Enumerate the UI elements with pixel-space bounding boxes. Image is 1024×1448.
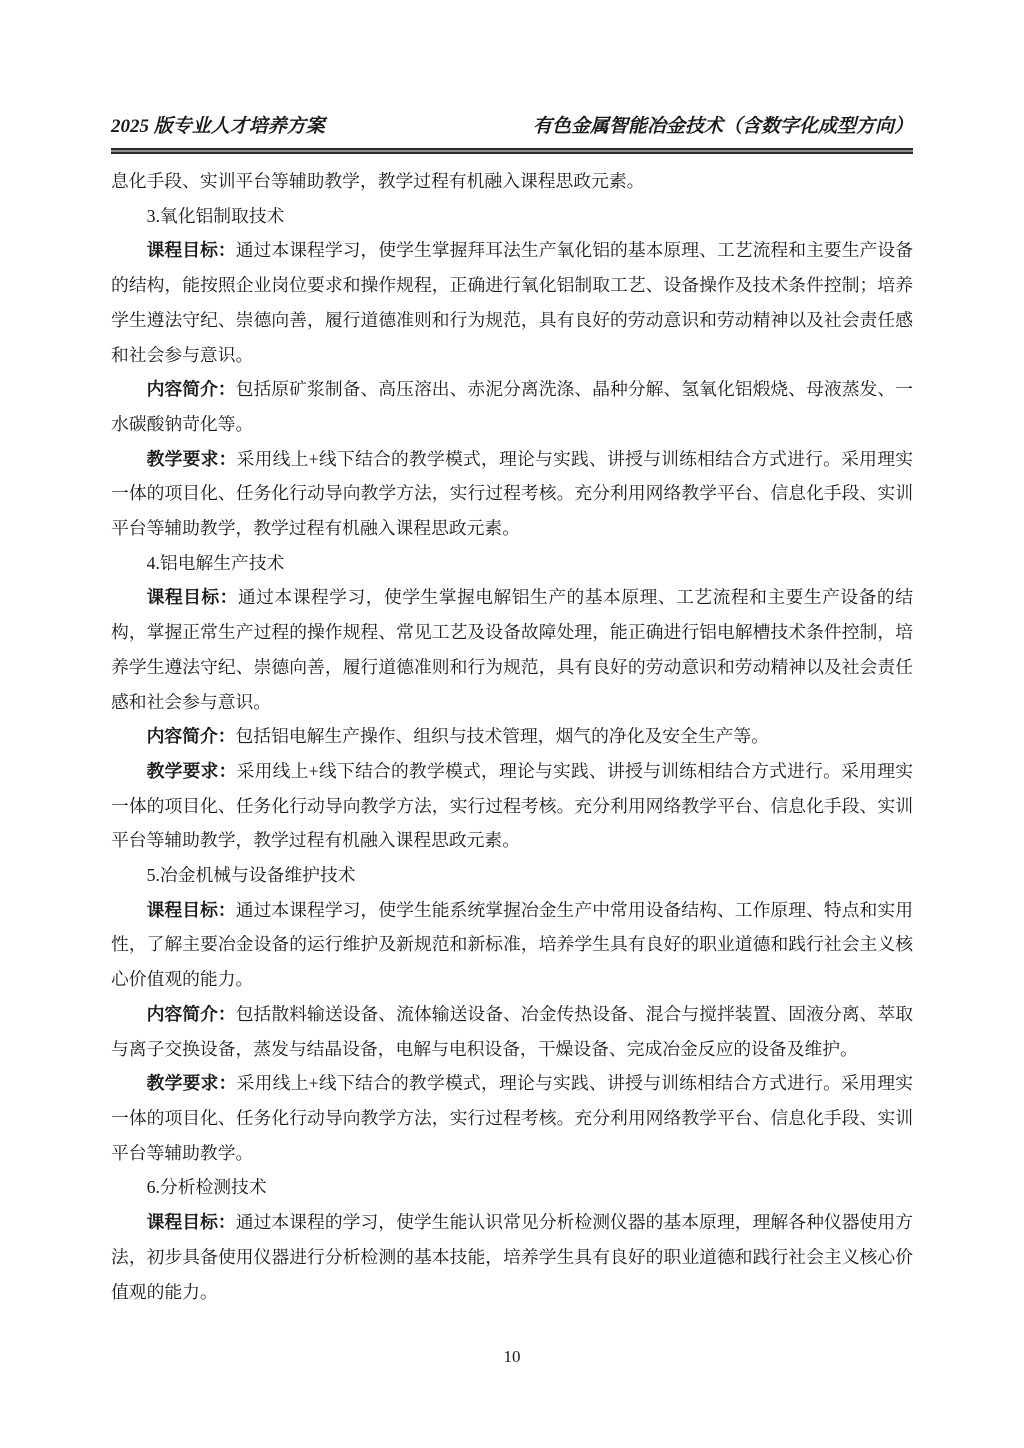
- paragraph-continuation: [111, 164, 913, 199]
- paragraph-label: 教学要求：: [146, 1073, 237, 1094]
- paragraph-teaching-requirements: [111, 754, 913, 858]
- paragraph-text: 通过本课程学习，使学生掌握拜耳法生产氧化铝的基本原理、工艺流程和主要生产设备的结构，能按照企业岗位要求和操作规程，正确进行氧化铝制取工艺、设备操作及技术条件控制；培养学生遵法守纪、崇德向善，履行道德准则和行为规范，具有良好的劳动意识和劳动精神以及社会责任感和社会参与意识。: [111, 240, 913, 365]
- paragraph-text: 采用线上+线下结合的教学模式，理论与实践、讲授与训练相结合方式进行。采用理实一体的项目化、任务化行动导向教学方法，实行过程考核。充分利用网络教学平台、信息化手段、实训平台等辅助教学，教学过程有机融入课程思政元素。: [111, 760, 913, 851]
- paragraph-content-summary: [111, 997, 913, 1066]
- paragraph-teaching-requirements: [111, 442, 913, 546]
- course-heading-analysis-detection: [111, 1170, 913, 1205]
- course-heading-aluminum-electrolysis: [111, 546, 913, 581]
- course-heading-alumina-extraction: [111, 199, 913, 234]
- header-left-title: 2025 版专业人才培养方案: [111, 116, 325, 137]
- paragraph-text: 包括散料输送设备、流体输送设备、冶金传热设备、混合与搅拌装置、固液分离、萃取与离子交换设备，蒸发与结晶设备，电解与电积设备，干燥设备、完成冶金反应的设备及维护。: [111, 1003, 913, 1059]
- paragraph-label: 内容简介：: [146, 726, 236, 747]
- paragraph-label: 内容简介：: [146, 1003, 236, 1024]
- paragraph-teaching-requirements: [111, 1066, 913, 1170]
- heading-text: 5.冶金机械与设备维护技术: [146, 865, 356, 886]
- header-right-title: 有色金属智能冶金技术（含数字化成型方向）: [532, 116, 913, 137]
- paragraph-content-summary: [111, 372, 913, 441]
- document-body: [111, 164, 913, 1309]
- header-rule: [111, 148, 913, 154]
- paragraph-label: 内容简介：: [146, 379, 236, 400]
- paragraph-text: 采用线上+线下结合的教学模式，理论与实践、讲授与训练相结合方式进行。采用理实一体的项目化、任务化行动导向教学方法，实行过程考核。充分利用网络教学平台、信息化手段、实训平台等辅助教学。: [111, 1073, 913, 1163]
- paragraph-course-objectives: [111, 1205, 913, 1309]
- paragraph-course-objectives: [111, 893, 913, 997]
- paragraph-course-objectives: [111, 580, 913, 719]
- heading-text: 4.铝电解生产技术: [146, 552, 285, 573]
- paragraph-text: 通过本课程学习，使学生掌握电解铝生产的基本原理、工艺流程和主要生产设备的结构，掌握正常生产过程的操作规程、常见工艺及设备故障处理，能正确进行铝电解槽技术条件控制，培养学生遵法守纪、崇德向善，履行道德准则和行为规范，具有良好的劳动意识和劳动精神以及社会责任感和社会参与意识。: [111, 587, 913, 712]
- paragraph-course-objectives: [111, 233, 913, 372]
- page-header: [111, 112, 913, 142]
- page-number: 10: [503, 1347, 521, 1366]
- paragraph-label: 课程目标：: [146, 1212, 236, 1233]
- paragraph-text: 包括铝电解生产操作、组织与技术管理，烟气的净化及安全生产等。: [235, 726, 769, 747]
- paragraph-label: 课程目标：: [146, 240, 236, 261]
- paragraph-label: 教学要求：: [146, 448, 237, 469]
- paragraph-text: 采用线上+线下结合的教学模式，理论与实践、讲授与训练相结合方式进行。采用理实一体的项目化、任务化行动导向教学方法，实行过程考核。充分利用网络教学平台、信息化手段、实训平台等辅助教学，教学过程有机融入课程思政元素。: [111, 448, 913, 539]
- paragraph-text: 通过本课程学习，使学生能系统掌握冶金生产中常用设备结构、工作原理、特点和实用性，了解主要冶金设备的运行维护及新规范和新标准，培养学生具有良好的职业道德和践行社会主义核心价值观的能力。: [111, 899, 913, 990]
- paragraph-text: 通过本课程的学习，使学生能认识常见分析检测仪器的基本原理，理解各种仪器使用方法，初步具备使用仪器进行分析检测的基本技能，培养学生具有良好的职业道德和践行社会主义核心价值观的能力。: [111, 1212, 913, 1302]
- paragraph-content-summary: [111, 719, 913, 754]
- paragraph-label: 课程目标：: [146, 587, 238, 608]
- paragraph-text: 包括原矿浆制备、高压溶出、赤泥分离洗涤、晶种分解、氢氧化铝煅烧、母液蒸发、一水碳酸钠苛化等。: [111, 379, 913, 434]
- course-heading-metallurgical-machinery: [111, 858, 913, 893]
- paragraph-label: 课程目标：: [146, 899, 236, 920]
- paragraph-label: 教学要求：: [146, 760, 237, 781]
- paragraph-text: 息化手段、实训平台等辅助教学，教学过程有机融入课程思政元素。: [111, 171, 645, 191]
- heading-text: 3.氧化铝制取技术: [146, 205, 285, 226]
- heading-text: 6.分析检测技术: [146, 1177, 267, 1198]
